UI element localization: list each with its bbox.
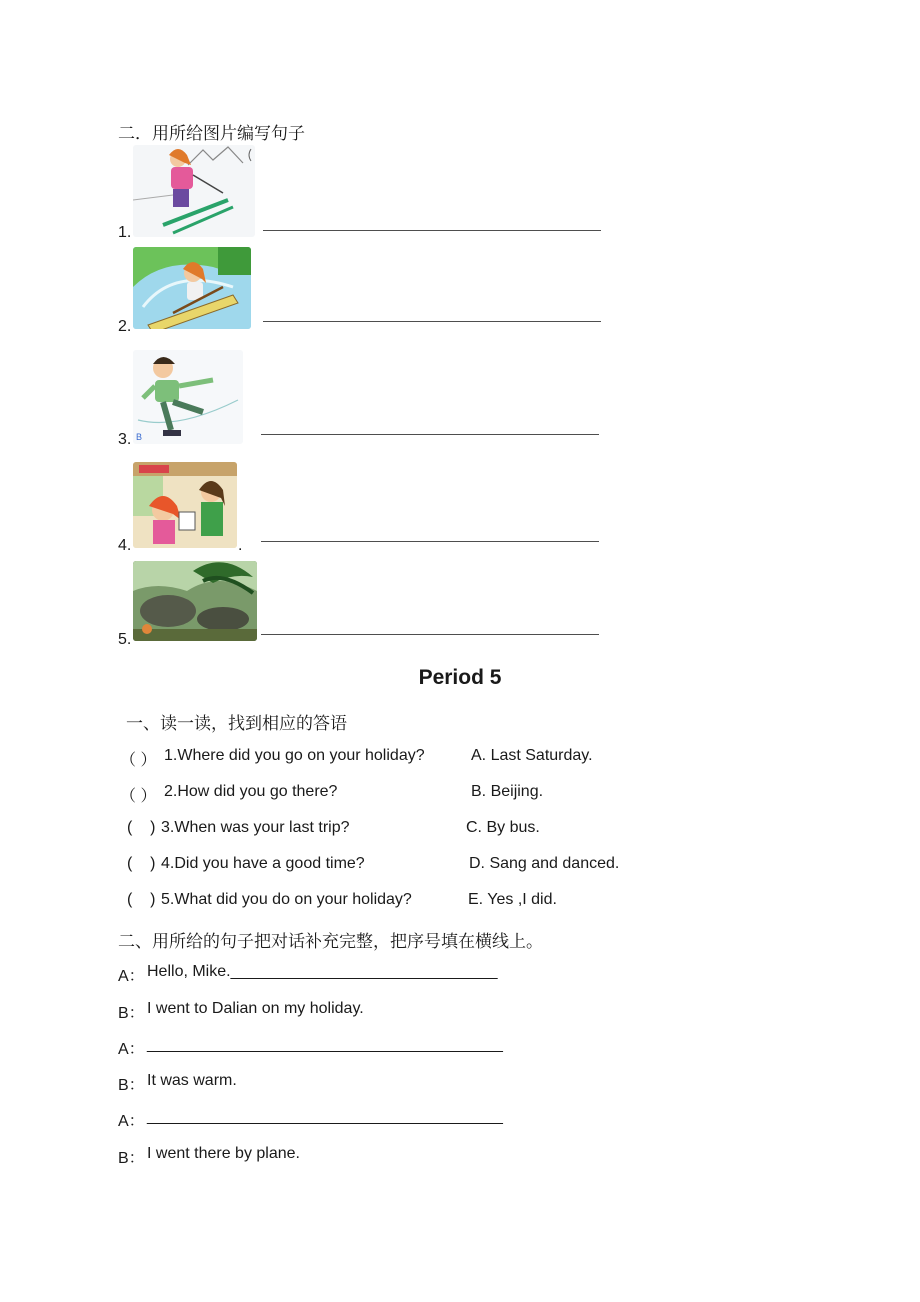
question-text: 5.What did you do on your holiday? <box>161 891 412 908</box>
dialog-speaker: B： <box>118 1150 145 1167</box>
answer-option: E. Yes ,I did. <box>468 891 557 908</box>
answer-line: —————————————————————————— <box>261 626 599 641</box>
dialog-line: I went there by plane. <box>147 1145 300 1162</box>
answer-option: C. By bus. <box>466 819 540 836</box>
dialog-line: I went to Dalian on my holiday. <box>147 1000 364 1017</box>
item-number: 3. <box>118 431 132 448</box>
item-number: 2. <box>118 318 132 335</box>
question-text: 4.Did you have a good time? <box>161 855 365 872</box>
period-title: Period 5 <box>418 666 502 689</box>
question-paren: ( ) <box>127 855 156 872</box>
girls-shopping-image <box>133 462 237 548</box>
section-title: 二．用所给图片编写句子 <box>118 124 305 144</box>
dialog-line: ________________________________________ <box>147 1036 503 1053</box>
dialog-speaker: A： <box>118 968 145 985</box>
part1-title: 一、读一读，找到相应的答语 <box>126 714 347 734</box>
dialog-speaker: A： <box>118 1113 145 1130</box>
question-text: 3.When was your last trip? <box>161 819 350 836</box>
answer-line: —————————————————————————— <box>261 426 599 441</box>
question-paren: （ ） <box>120 788 157 805</box>
dialog-speaker: B： <box>118 1077 145 1094</box>
girl-rowing-boat-image <box>133 247 251 329</box>
answer-line: —————————————————————————— <box>263 222 601 237</box>
item-number: 4. <box>118 537 132 554</box>
answer-option: A. Last Saturday. <box>471 747 593 764</box>
question-text: 1.Where did you go on your holiday? <box>164 747 425 764</box>
forest-animals-image <box>133 561 257 641</box>
question-paren: ( ) <box>127 891 156 908</box>
dialog-speaker: B： <box>118 1005 145 1022</box>
item-number: 5. <box>118 631 132 648</box>
question-paren: （ ） <box>120 752 157 769</box>
girl-skiing-image <box>133 145 255 237</box>
item-number: 1. <box>118 224 132 241</box>
question-paren: ( ) <box>127 819 156 836</box>
dialog-line: ________________________________________ <box>147 1108 503 1125</box>
answer-line: —————————————————————————— <box>263 313 601 328</box>
part2-title: 二、用所给的句子把对话补充完整，把序号填在横线上。 <box>118 932 543 952</box>
item-dot: . <box>238 537 243 554</box>
boy-skating-image <box>133 350 243 444</box>
dialog-speaker: A： <box>118 1041 145 1058</box>
answer-option: D. Sang and danced. <box>469 855 620 872</box>
question-text: 2.How did you go there? <box>164 783 338 800</box>
answer-line: —————————————————————————— <box>261 533 599 548</box>
dialog-line: Hello, Mike.______________________________ <box>147 963 498 980</box>
answer-option: B. Beijing. <box>471 783 544 800</box>
dialog-line: It was warm. <box>147 1072 237 1089</box>
svg-text:B: B <box>136 432 143 442</box>
